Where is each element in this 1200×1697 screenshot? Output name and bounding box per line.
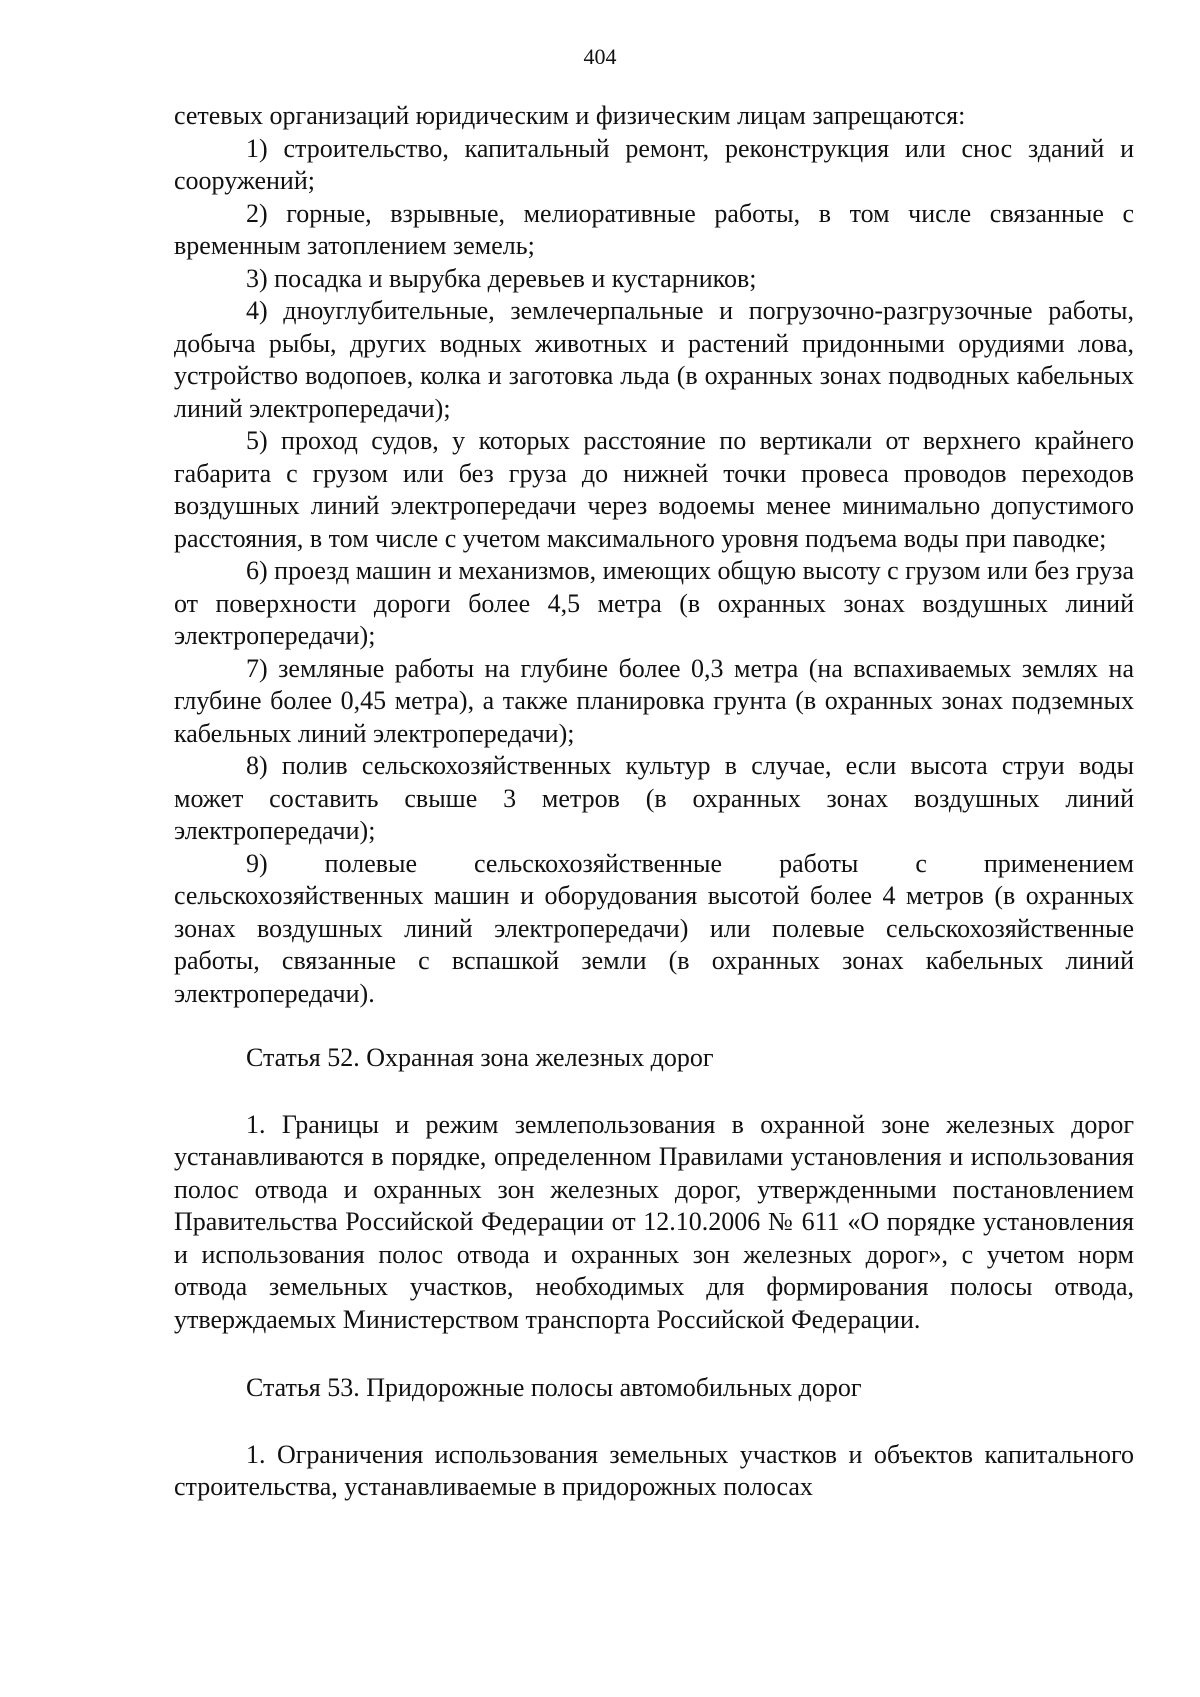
article-53-heading: Статья 53. Придорожные полосы автомобильных дорог — [246, 1373, 862, 1402]
page-number: 404 — [583, 44, 617, 69]
list-item: 5) проход судов, у которых расстояние по вертикали от верхнего крайнего габарита с грузом или без груза до нижней точки провеса проводов переходов воздушных линий электропередачи через водоемы менее минимально допустимого расстояния, в том числе с учетом максимального уровня подъема воды при паводке; — [174, 426, 1134, 553]
article-52-heading: Статья 52. Охранная зона железных дорог — [246, 1043, 714, 1072]
list-item: 1) строительство, капитальный ремонт, реконструкция или снос зданий и сооружений; — [174, 133, 1134, 195]
list-item: 7) земляные работы на глубине более 0,3 метра (на вспахиваемых землях на глубине более 0,45 метра), а также планировка грунта (в охранных зонах подземных кабельных линий электропередачи); — [174, 653, 1134, 748]
list-item: 8) полив сельскохозяйственных культур в случае, если высота струи воды может составить свыше 3 метров (в охранных зонах воздушных линий электропередачи); — [174, 751, 1134, 845]
list-item: 9) полевые сельскохозяйственные работы с применением сельскохозяйственных машин и оборудования высотой более 4 метров (в охранных зонах воздушных линий электропередачи) или полевые сельскохозяйственные работы, связанные с вспашкой земли (в охранных зонах кабельных линий электропередачи). — [174, 848, 1134, 1008]
list-item: 4) дноуглубительные, землечерпальные и погрузочно-разгрузочные работы, добыча рыбы, других водных животных и растений придонными орудиями лова, устройство водопоев, колка и заготовка льда (в охранных зонах подводных кабельных линий электропередачи); — [174, 296, 1134, 423]
list-item: 2) горные, взрывные, мелиоративные работы, в том числе связанные с временным затоплением земель; — [174, 198, 1134, 260]
list-item: 3) посадка и вырубка деревьев и кустарников; — [246, 263, 757, 293]
article-53-paragraph: 1. Ограничения использования земельных участков и объектов капитального строительства, устанавливаемые в придорожных полосах — [174, 1439, 1134, 1501]
article-52-paragraph: 1. Границы и режим землепользования в охранной зоне железных дорог устанавливаются в порядке, определенном Правилами установления и использования полос отвода и охранных зон железных дорог, утвержденными постановлением Правительства Российской Федерации от 12.10.2006 № 611 «О порядке установления и использования полос отвода и охранных зон железных дорог», с учетом норм отвода земельных участков, необходимых для формирования полосы отвода, утверждаемых Министерством транспорта Российской Федерации. — [174, 1109, 1134, 1334]
document-body — [174, 100, 1134, 1504]
list-item: 6) проезд машин и механизмов, имеющих общую высоту с грузом или без груза от поверхности дороги более 4,5 метра (в охранных зонах воздушных линий электропередачи); — [174, 556, 1134, 650]
continuation-paragraph: сетевых организаций юридическим и физическим лицам запрещаются: — [174, 101, 966, 130]
